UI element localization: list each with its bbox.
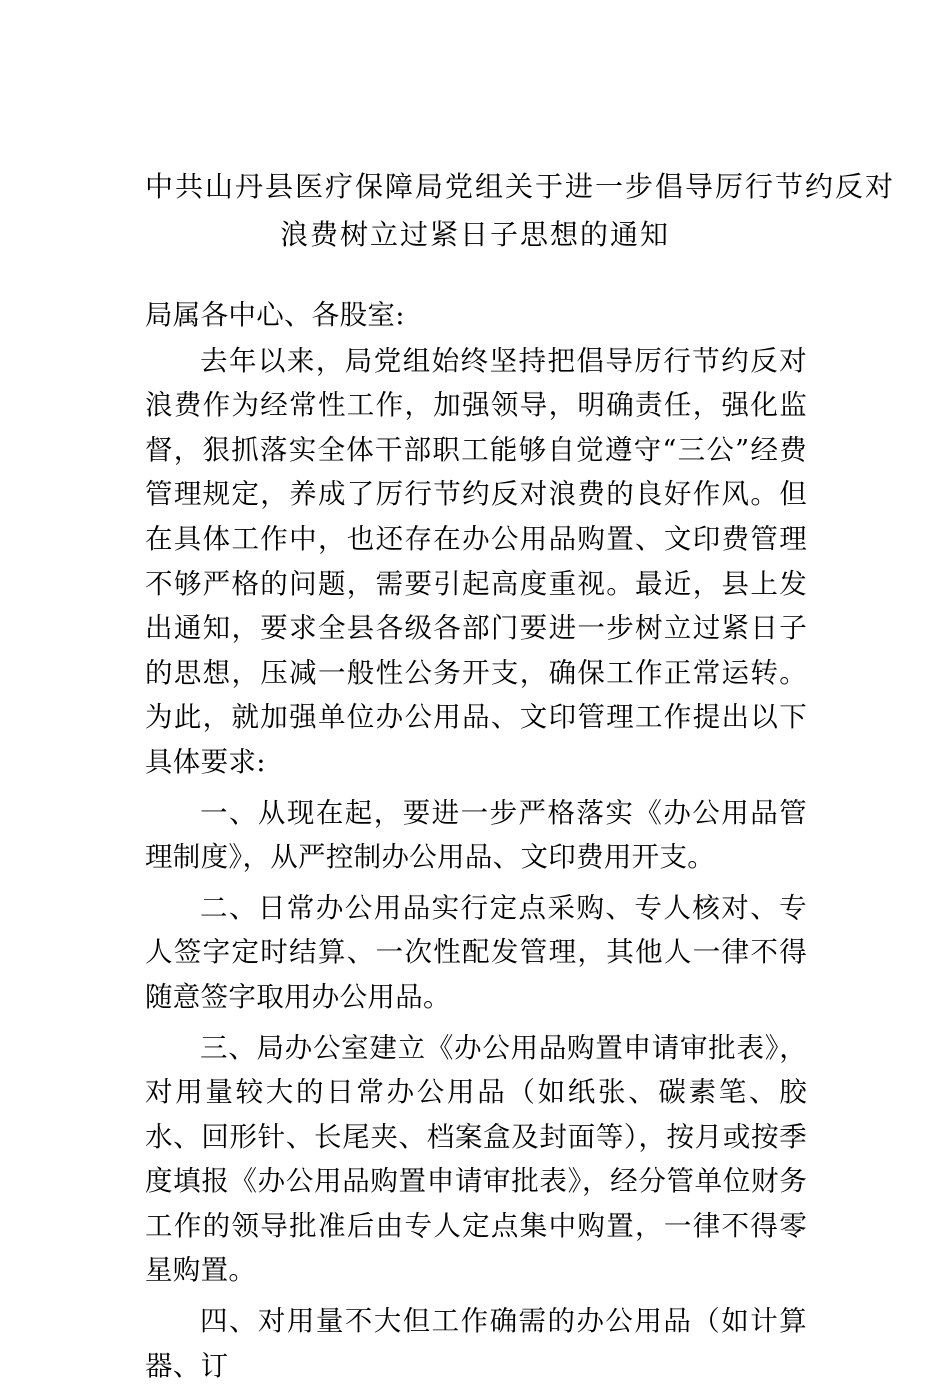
paragraph-intro: 去年以来，局党组始终坚持把倡导厉行节约反对浪费作为经常性工作，加强领导，明确责任，强化监督，狠抓落实全体干部职工能够自觉遵守“三公”经费管理规定，养成了厉行节约反对浪费的良好作风。但在具体工作中，也还存在办公用品购置、文印费管理不够严格的问题，需要引起高度重视。最近，县上发出通知，要求全县各级各部门要进一步树立过紧日子的思想，压减一般性公务开支，确保工作正常运转。为此，就加强单位办公用品、文印管理工作提出以下具体要求:: [145, 344, 807, 778]
document-body: [145, 293, 807, 1394]
title-line-2: 浪费树立过紧日子思想的通知: [279, 218, 670, 251]
paragraph-item-4: 四、对用量不大但工作确需的办公用品（如计算器、订: [145, 1305, 807, 1382]
document-title: [145, 163, 896, 259]
title-line-1: 中共山丹县医疗保障局党组关于进一步倡导厉行节约反对: [145, 170, 896, 203]
salutation: 局属各中心、各股室:: [145, 299, 405, 331]
paragraph-item-2: 二、日常办公用品实行定点采购、专人核对、专人签字定时结算、一次性配发管理，其他人一律不得随意签字取用办公用品。: [145, 891, 807, 1013]
paragraph-item-1: 一、从现在起，要进一步严格落实《办公用品管理制度》，从严控制办公用品、文印费用开支。: [145, 796, 807, 874]
paragraph-item-3: 三、局办公室建立《办公用品购置申请审批表》，对用量较大的日常办公用品（如纸张、碳素笔、胶水、回形针、长尾夹、档案盒及封面等），按月或按季度填报《办公用品购置申请审批表》，经分管单位财务工作的领导批准后由专人定点集中购置，一律不得零星购置。: [145, 1031, 807, 1287]
